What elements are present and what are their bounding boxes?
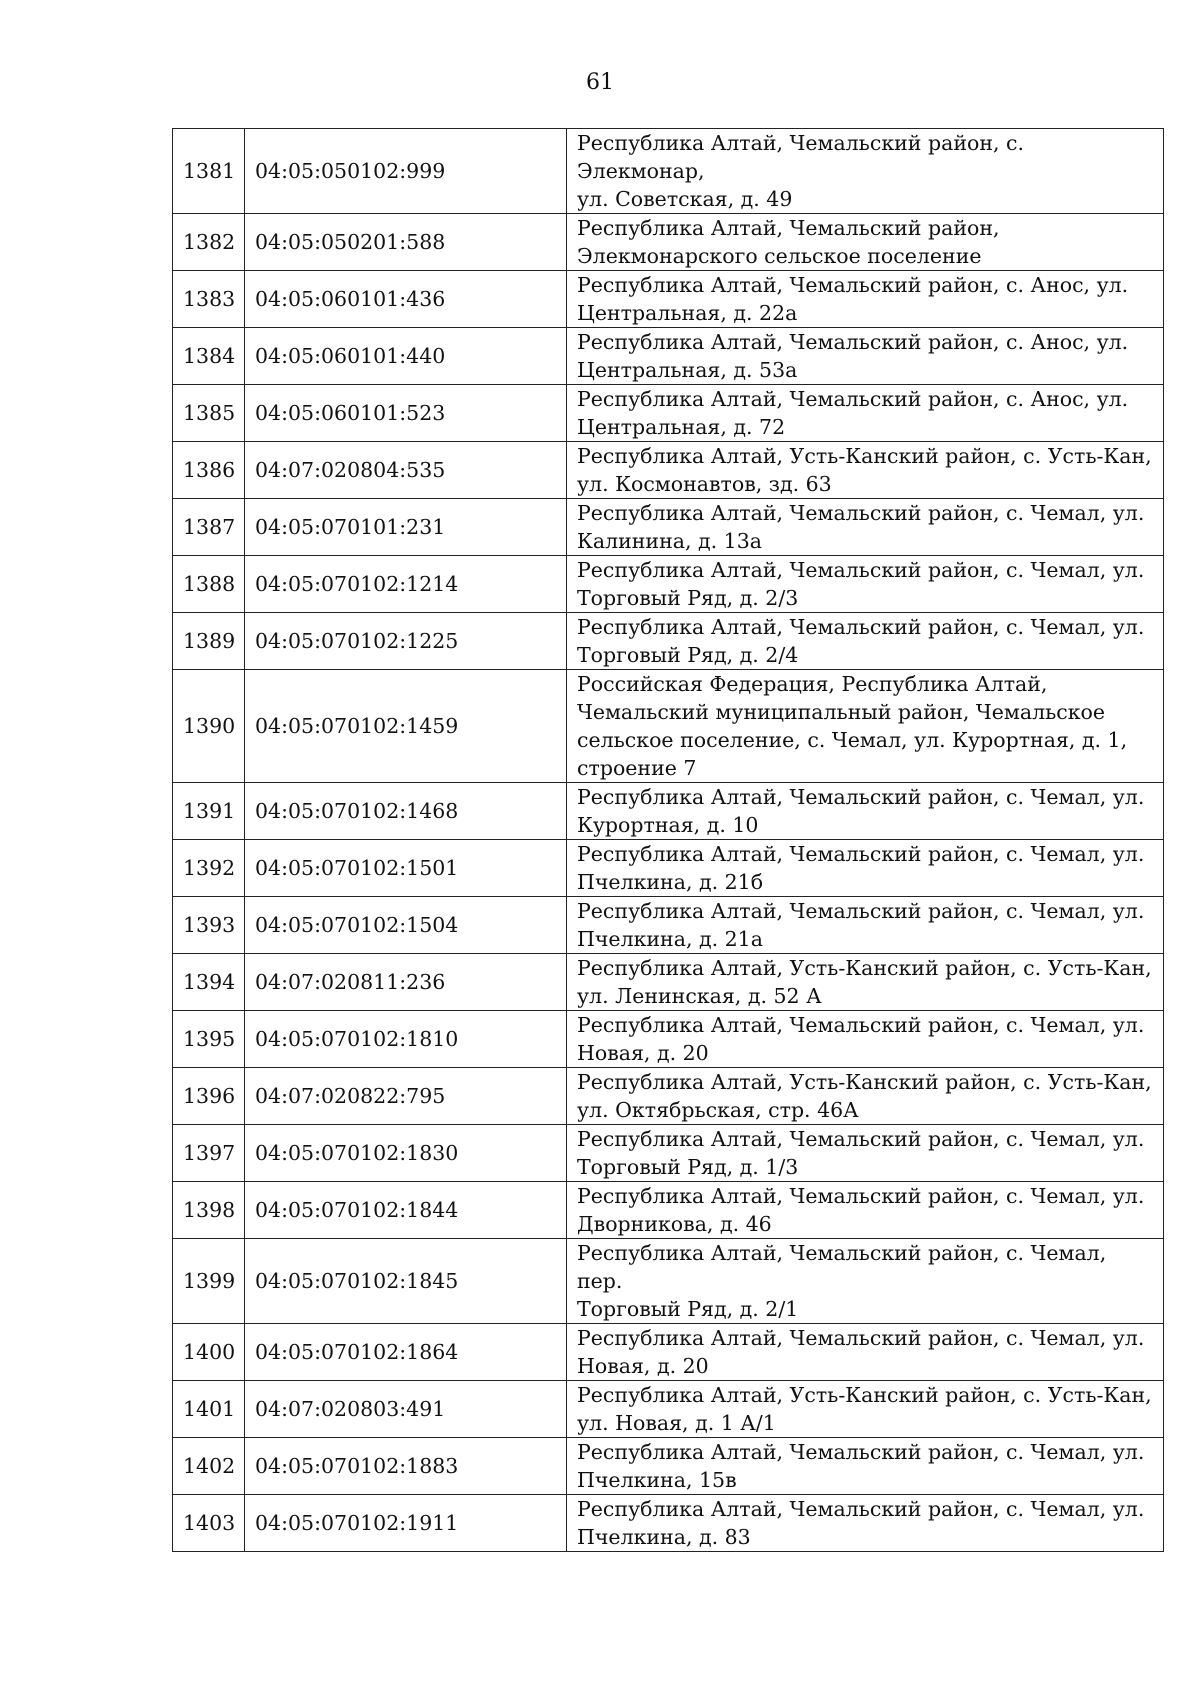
address: Республика Алтай, Усть-Канский район, с. Усть-Кан, ул. Ленинская, д. 52 А: [567, 954, 1164, 1011]
row-number: 1393: [173, 897, 245, 954]
cadastral-number: 04:05:070102:1468: [245, 783, 567, 840]
row-number: 1382: [173, 214, 245, 271]
address: Республика Алтай, Чемальский район, с. Чемал, ул. Курортная, д. 10: [567, 783, 1164, 840]
address: Российская Федерация, Республика Алтай, Чемальский муниципальный район, Чемальское сельское поселение, с. Чемал, ул. Курортная, д. 1, строение 7: [567, 670, 1164, 783]
table-row: [173, 670, 1164, 783]
row-number: 1384: [173, 328, 245, 385]
cadastral-number: 04:05:050201:588: [245, 214, 567, 271]
row-number: 1399: [173, 1239, 245, 1324]
cadastral-number: 04:05:050102:999: [245, 129, 567, 214]
address: Республика Алтай, Чемальский район, с. Чемал, ул. Пчелкина, 15в: [567, 1438, 1164, 1495]
row-number: 1387: [173, 499, 245, 556]
row-number: 1401: [173, 1381, 245, 1438]
table-row: [173, 1381, 1164, 1438]
row-number: 1390: [173, 670, 245, 783]
table-row: [173, 214, 1164, 271]
cadastral-number: 04:05:070102:1810: [245, 1011, 567, 1068]
address: Республика Алтай, Чемальский район, с. Чемал, ул. Новая, д. 20: [567, 1324, 1164, 1381]
row-number: 1403: [173, 1495, 245, 1552]
table-row: [173, 1068, 1164, 1125]
table-row: [173, 1324, 1164, 1381]
address: Республика Алтай, Чемальский район, с. Анос, ул. Центральная, д. 72: [567, 385, 1164, 442]
cadastral-number: 04:05:070102:1864: [245, 1324, 567, 1381]
address: Республика Алтай, Чемальский район, с. Чемал, ул. Новая, д. 20: [567, 1011, 1164, 1068]
registry-table: [172, 128, 1164, 1552]
cadastral-number: 04:05:070102:1225: [245, 613, 567, 670]
row-number: 1397: [173, 1125, 245, 1182]
cadastral-number: 04:05:070102:1830: [245, 1125, 567, 1182]
table-row: [173, 1438, 1164, 1495]
cadastral-number: 04:07:020811:236: [245, 954, 567, 1011]
cadastral-number: 04:05:070101:231: [245, 499, 567, 556]
cadastral-number: 04:05:070102:1883: [245, 1438, 567, 1495]
row-number: 1389: [173, 613, 245, 670]
cadastral-number: 04:07:020804:535: [245, 442, 567, 499]
address: Республика Алтай, Чемальский район, с. Чемал, ул. Торговый Ряд, д. 2/3: [567, 556, 1164, 613]
address: Республика Алтай, Чемальский район, Элекмонарского сельское поселение: [567, 214, 1164, 271]
address: Республика Алтай, Чемальский район, с. Чемал, ул. Торговый Ряд, д. 2/4: [567, 613, 1164, 670]
table-row: [173, 783, 1164, 840]
row-number: 1391: [173, 783, 245, 840]
row-number: 1396: [173, 1068, 245, 1125]
address: Республика Алтай, Усть-Канский район, с. Усть-Кан, ул. Новая, д. 1 А/1: [567, 1381, 1164, 1438]
row-number: 1395: [173, 1011, 245, 1068]
row-number: 1388: [173, 556, 245, 613]
row-number: 1398: [173, 1182, 245, 1239]
cadastral-number: 04:05:070102:1844: [245, 1182, 567, 1239]
table-row: [173, 556, 1164, 613]
page-number: 61: [586, 70, 614, 95]
table-row: [173, 840, 1164, 897]
address: Республика Алтай, Чемальский район, с. Чемал, ул. Пчелкина, д. 21б: [567, 840, 1164, 897]
table-row: [173, 271, 1164, 328]
address: Республика Алтай, Чемальский район, с. Чемал, ул. Пчелкина, д. 83: [567, 1495, 1164, 1552]
address: Республика Алтай, Чемальский район, с. Чемал, ул. Торговый Ряд, д. 1/3: [567, 1125, 1164, 1182]
cadastral-number: 04:05:070102:1501: [245, 840, 567, 897]
table-row: [173, 1125, 1164, 1182]
table-row: [173, 613, 1164, 670]
table-row: [173, 954, 1164, 1011]
cadastral-number: 04:05:070102:1459: [245, 670, 567, 783]
address: Республика Алтай, Чемальский район, с. Чемал, ул. Пчелкина, д. 21а: [567, 897, 1164, 954]
row-number: 1383: [173, 271, 245, 328]
row-number: 1402: [173, 1438, 245, 1495]
table-row: [173, 129, 1164, 214]
row-number: 1392: [173, 840, 245, 897]
table-row: [173, 385, 1164, 442]
address: Республика Алтай, Чемальский район, с. Чемал, ул. Дворникова, д. 46: [567, 1182, 1164, 1239]
address: Республика Алтай, Чемальский район, с. Анос, ул. Центральная, д. 53а: [567, 328, 1164, 385]
cadastral-number: 04:05:070102:1911: [245, 1495, 567, 1552]
cadastral-number: 04:05:070102:1504: [245, 897, 567, 954]
table-row: [173, 897, 1164, 954]
row-number: 1400: [173, 1324, 245, 1381]
address: Республика Алтай, Усть-Канский район, с. Усть-Кан, ул. Октябрьская, стр. 46А: [567, 1068, 1164, 1125]
address: Республика Алтай, Чемальский район, с. Чемал, ул. Калинина, д. 13а: [567, 499, 1164, 556]
table-row: [173, 1495, 1164, 1552]
table-row: [173, 1182, 1164, 1239]
row-number: 1394: [173, 954, 245, 1011]
address: Республика Алтай, Чемальский район, с. Анос, ул. Центральная, д. 22а: [567, 271, 1164, 328]
cadastral-number: 04:05:060101:436: [245, 271, 567, 328]
cadastral-number: 04:05:070102:1845: [245, 1239, 567, 1324]
cadastral-number: 04:05:070102:1214: [245, 556, 567, 613]
address: Республика Алтай, Чемальский район, с. Элекмонар, ул. Советская, д. 49: [567, 129, 1164, 214]
cadastral-number: 04:05:060101:440: [245, 328, 567, 385]
table-row: [173, 328, 1164, 385]
registry-table-body: [173, 129, 1164, 1552]
cadastral-number: 04:07:020822:795: [245, 1068, 567, 1125]
address: Республика Алтай, Чемальский район, с. Чемал, пер. Торговый Ряд, д. 2/1: [567, 1239, 1164, 1324]
row-number: 1381: [173, 129, 245, 214]
table-row: [173, 499, 1164, 556]
table-row: [173, 1239, 1164, 1324]
row-number: 1386: [173, 442, 245, 499]
row-number: 1385: [173, 385, 245, 442]
address: Республика Алтай, Усть-Канский район, с. Усть-Кан, ул. Космонавтов, зд. 63: [567, 442, 1164, 499]
table-row: [173, 442, 1164, 499]
table-row: [173, 1011, 1164, 1068]
cadastral-number: 04:07:020803:491: [245, 1381, 567, 1438]
cadastral-number: 04:05:060101:523: [245, 385, 567, 442]
